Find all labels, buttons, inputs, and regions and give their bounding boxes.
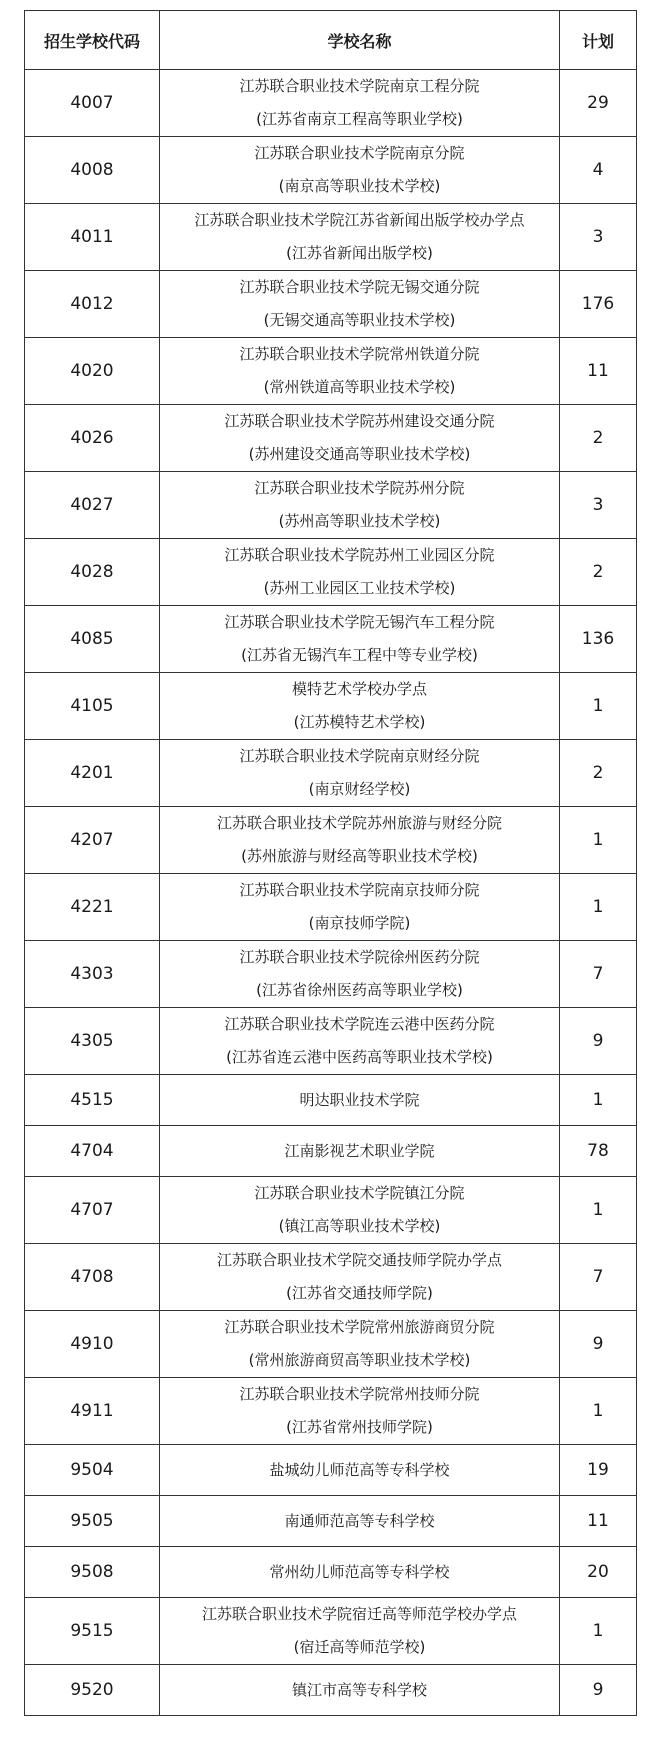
plan-count-cell: 1 xyxy=(560,1598,637,1665)
school-code-cell: 4201 xyxy=(25,740,160,807)
table-row xyxy=(25,807,637,874)
school-name-primary: 江苏联合职业技术学院宿迁高等师范学校办学点 xyxy=(201,1605,517,1623)
school-code-cell: 4704 xyxy=(25,1126,160,1177)
school-name-cell xyxy=(160,606,560,673)
table-row xyxy=(25,204,637,271)
school-name-primary: 江苏联合职业技术学院苏州建设交通分院 xyxy=(224,412,495,430)
plan-count-cell: 1 xyxy=(560,807,637,874)
school-name-primary: 江苏联合职业技术学院南京工程分院 xyxy=(239,77,480,95)
school-code-cell: 4026 xyxy=(25,405,160,472)
school-name-primary: 江苏联合职业技术学院常州技师分院 xyxy=(239,1385,480,1403)
school-name-secondary: (江苏省常州技师学院) xyxy=(286,1418,433,1436)
plan-count-cell: 4 xyxy=(560,137,637,204)
plan-count-cell: 11 xyxy=(560,338,637,405)
school-name-cell xyxy=(160,1378,560,1445)
school-code-cell: 9504 xyxy=(25,1445,160,1496)
school-code-cell: 9508 xyxy=(25,1547,160,1598)
school-name-cell xyxy=(160,338,560,405)
plan-count-cell: 2 xyxy=(560,539,637,606)
table-row xyxy=(25,1665,637,1716)
plan-count-cell: 1 xyxy=(560,673,637,740)
school-code-cell: 4085 xyxy=(25,606,160,673)
school-code-cell: 4020 xyxy=(25,338,160,405)
school-name-primary: 模特艺术学校办学点 xyxy=(291,680,427,698)
table-header-row xyxy=(25,11,637,70)
school-name-secondary: (苏州高等职业技术学校) xyxy=(278,512,441,530)
school-name-primary: 江南影视艺术职业学院 xyxy=(284,1141,435,1160)
table-row xyxy=(25,1311,637,1378)
school-code-cell: 4008 xyxy=(25,137,160,204)
plan-count-cell: 136 xyxy=(560,606,637,673)
school-name-cell xyxy=(160,1665,560,1716)
plan-count-cell: 9 xyxy=(560,1665,637,1716)
school-name-cell xyxy=(160,807,560,874)
header-school-code: 招生学校代码 xyxy=(25,11,160,70)
school-name-cell xyxy=(160,271,560,338)
school-name-secondary: (江苏省无锡汽车工程中等专业学校) xyxy=(241,646,478,664)
table-row xyxy=(25,1244,637,1311)
school-name-primary: 江苏联合职业技术学院南京分院 xyxy=(254,144,465,162)
school-name-primary: 江苏联合职业技术学院常州铁道分院 xyxy=(239,345,480,363)
school-name-primary: 江苏联合职业技术学院苏州旅游与财经分院 xyxy=(216,814,502,832)
school-name-secondary: (镇江高等职业技术学校) xyxy=(278,1217,441,1235)
table-row xyxy=(25,941,637,1008)
school-code-cell: 4708 xyxy=(25,1244,160,1311)
plan-count-cell: 11 xyxy=(560,1496,637,1547)
school-name-cell xyxy=(160,472,560,539)
school-name-primary: 江苏联合职业技术学院无锡汽车工程分院 xyxy=(224,613,495,631)
school-name-secondary: (江苏省连云港中医药高等职业技术学校) xyxy=(226,1048,493,1066)
table-body xyxy=(25,70,637,1716)
school-code-cell: 4007 xyxy=(25,70,160,137)
school-name-secondary: (无锡交通高等职业技术学校) xyxy=(263,311,456,329)
school-name-secondary: (苏州工业园区工业技术学校) xyxy=(263,579,456,597)
school-code-cell: 4027 xyxy=(25,472,160,539)
school-name-cell xyxy=(160,204,560,271)
school-name-cell xyxy=(160,673,560,740)
plan-count-cell: 19 xyxy=(560,1445,637,1496)
table-row xyxy=(25,1177,637,1244)
table-row xyxy=(25,1075,637,1126)
plan-count-cell: 3 xyxy=(560,472,637,539)
school-code-cell: 4028 xyxy=(25,539,160,606)
school-name-secondary: (南京高等职业技术学校) xyxy=(278,177,441,195)
school-code-cell: 4221 xyxy=(25,874,160,941)
plan-count-cell: 1 xyxy=(560,874,637,941)
school-name-primary: 江苏联合职业技术学院苏州工业园区分院 xyxy=(224,546,495,564)
plan-count-cell: 2 xyxy=(560,405,637,472)
school-code-cell: 4910 xyxy=(25,1311,160,1378)
table-row xyxy=(25,606,637,673)
table-row xyxy=(25,405,637,472)
plan-count-cell: 7 xyxy=(560,1244,637,1311)
header-school-name: 学校名称 xyxy=(160,11,560,70)
table-row xyxy=(25,271,637,338)
school-code-cell: 9505 xyxy=(25,1496,160,1547)
school-name-primary: 江苏联合职业技术学院徐州医药分院 xyxy=(239,948,480,966)
plan-count-cell: 1 xyxy=(560,1378,637,1445)
table-row xyxy=(25,740,637,807)
school-code-cell: 4012 xyxy=(25,271,160,338)
school-name-primary: 江苏联合职业技术学院南京财经分院 xyxy=(239,747,480,765)
school-name-cell xyxy=(160,1496,560,1547)
table-row xyxy=(25,472,637,539)
table-row xyxy=(25,1598,637,1665)
school-name-cell xyxy=(160,1547,560,1598)
school-name-primary: 盐城幼儿师范高等专科学校 xyxy=(269,1460,450,1479)
school-code-cell: 4707 xyxy=(25,1177,160,1244)
table-row xyxy=(25,539,637,606)
plan-count-cell: 1 xyxy=(560,1075,637,1126)
plan-count-cell: 2 xyxy=(560,740,637,807)
school-name-cell xyxy=(160,941,560,1008)
plan-count-cell: 9 xyxy=(560,1008,637,1075)
school-name-secondary: (宿迁高等师范学校) xyxy=(293,1638,426,1656)
school-name-primary: 江苏联合职业技术学院江苏省新闻出版学校办学点 xyxy=(194,211,525,229)
school-code-cell: 4305 xyxy=(25,1008,160,1075)
school-name-primary: 明达职业技术学院 xyxy=(299,1090,420,1109)
school-name-primary: 江苏联合职业技术学院南京技师分院 xyxy=(239,881,480,899)
enrollment-plan-table xyxy=(24,10,637,1716)
school-name-secondary: (常州旅游商贸高等职业技术学校) xyxy=(248,1351,471,1369)
school-name-secondary: (江苏省南京工程高等职业学校) xyxy=(256,110,463,128)
plan-count-cell: 29 xyxy=(560,70,637,137)
school-name-secondary: (南京技师学院) xyxy=(308,914,411,932)
table-row xyxy=(25,673,637,740)
school-name-cell xyxy=(160,137,560,204)
header-plan: 计划 xyxy=(560,11,637,70)
school-name-secondary: (南京财经学校) xyxy=(308,780,411,798)
table-row xyxy=(25,70,637,137)
school-name-secondary: (苏州建设交通高等职业技术学校) xyxy=(248,445,471,463)
school-code-cell: 4105 xyxy=(25,673,160,740)
table-row xyxy=(25,1126,637,1177)
table-row xyxy=(25,1445,637,1496)
school-code-cell: 9515 xyxy=(25,1598,160,1665)
school-name-secondary: (常州铁道高等职业技术学校) xyxy=(263,378,456,396)
school-name-primary: 江苏联合职业技术学院常州旅游商贸分院 xyxy=(224,1318,495,1336)
plan-count-cell: 20 xyxy=(560,1547,637,1598)
school-name-primary: 镇江市高等专科学校 xyxy=(291,1680,427,1699)
school-name-secondary: (江苏模特艺术学校) xyxy=(293,713,426,731)
school-code-cell: 4515 xyxy=(25,1075,160,1126)
enrollment-table-wrapper xyxy=(24,10,636,1716)
school-name-cell xyxy=(160,1244,560,1311)
school-name-cell xyxy=(160,1598,560,1665)
plan-count-cell: 78 xyxy=(560,1126,637,1177)
school-name-secondary: (苏州旅游与财经高等职业技术学校) xyxy=(241,847,478,865)
school-name-primary: 江苏联合职业技术学院交通技师学院办学点 xyxy=(216,1251,502,1269)
school-name-primary: 南通师范高等专科学校 xyxy=(284,1511,435,1530)
school-name-cell xyxy=(160,1075,560,1126)
plan-count-cell: 176 xyxy=(560,271,637,338)
table-row xyxy=(25,1008,637,1075)
school-name-cell xyxy=(160,70,560,137)
school-name-secondary: (江苏省交通技师学院) xyxy=(286,1284,433,1302)
school-name-primary: 江苏联合职业技术学院连云港中医药分院 xyxy=(224,1015,495,1033)
plan-count-cell: 9 xyxy=(560,1311,637,1378)
school-code-cell: 4911 xyxy=(25,1378,160,1445)
school-code-cell: 9520 xyxy=(25,1665,160,1716)
school-name-cell xyxy=(160,740,560,807)
plan-count-cell: 7 xyxy=(560,941,637,1008)
school-name-cell xyxy=(160,405,560,472)
school-name-cell xyxy=(160,1311,560,1378)
table-row xyxy=(25,137,637,204)
school-code-cell: 4011 xyxy=(25,204,160,271)
school-name-secondary: (江苏省新闻出版学校) xyxy=(286,244,433,262)
school-name-cell xyxy=(160,1126,560,1177)
school-code-cell: 4207 xyxy=(25,807,160,874)
plan-count-cell: 1 xyxy=(560,1177,637,1244)
school-name-cell xyxy=(160,539,560,606)
school-name-cell xyxy=(160,1177,560,1244)
table-row xyxy=(25,1378,637,1445)
table-row xyxy=(25,1496,637,1547)
table-row xyxy=(25,338,637,405)
school-code-cell: 4303 xyxy=(25,941,160,1008)
school-name-primary: 常州幼儿师范高等专科学校 xyxy=(269,1562,450,1581)
table-row xyxy=(25,874,637,941)
school-name-cell xyxy=(160,874,560,941)
school-name-primary: 江苏联合职业技术学院苏州分院 xyxy=(254,479,465,497)
school-name-secondary: (江苏省徐州医药高等职业学校) xyxy=(256,981,463,999)
school-name-cell xyxy=(160,1445,560,1496)
school-name-cell xyxy=(160,1008,560,1075)
plan-count-cell: 3 xyxy=(560,204,637,271)
school-name-primary: 江苏联合职业技术学院镇江分院 xyxy=(254,1184,465,1202)
school-name-primary: 江苏联合职业技术学院无锡交通分院 xyxy=(239,278,480,296)
table-row xyxy=(25,1547,637,1598)
